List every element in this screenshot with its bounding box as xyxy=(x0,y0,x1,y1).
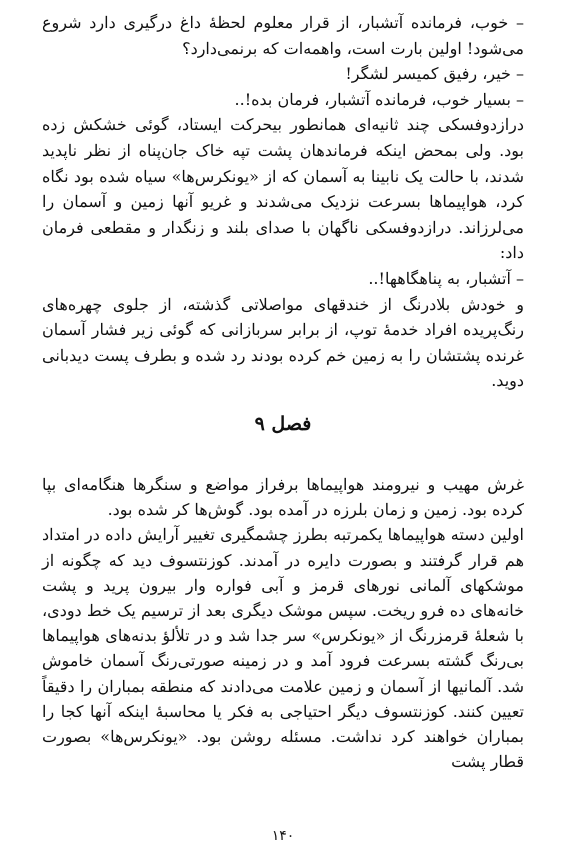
narrative-paragraph-run: و خودش بلادرنگ از خندقهای مواصلاتی گذشته، از جلوی چهره‌های رنگ‌پریده افراد خدمهٔ توپ، از برابر سربازانی که گوئی زیر فشار آسمان غرنده پشتشان را به زمین خم کرده بودند رد شده و بطرف پست دیدبانی دوید. xyxy=(42,294,524,391)
dialogue-line-question: – خوب، فرمانده آتشبار، از قرار معلوم لحظهٔ داغ درگیری دارد شروع می‌شود! اولین بارت است، واهمه‌ات که برنمی‌دارد؟ xyxy=(42,13,524,58)
dialogue-line-order: – آتشبار، به پناهگاهها!.. xyxy=(368,268,524,288)
page-number: ۱۴۰ xyxy=(271,828,295,844)
narrative-paragraph: درازدوفسکی چند ثانیه‌ای همانطور بیحرکت ایستاد، گوئی خشکش زده بود. ولی بمحض اینکه فرماندهان پشت تپه خاک جان‌پناه از نظر ناپدید شدند، با حالت یک نابینا به آسمان که از «یونکرس‌ها» سیاه شده بود نگاه کرد، هواپیماها بسرعت نزدیک می‌شدند و غریو آنها زمین و آسمان را می‌لرزاند. درازدوفسکی ناگهان با صدای بلند و زنگدار و مقطعی فرمان داد: xyxy=(42,115,524,263)
dialogue-section xyxy=(42,10,524,394)
chapter-paragraph-1: غرش مهیب و نیرومند هواپیماها برفراز مواضع و سنگرها هنگامه‌ای بپا کرده بود. زمین و زمان بلرزه در آمده بود. گوش‌ها کر شده بود. xyxy=(42,474,524,520)
chapter-paragraph-2: اولین دسته هواپیماها یکمرتبه بطرز چشمگیری تغییر آرایش داده در امتداد هم قرار گرفتند و بصورت دایره در آمدند. کوزنتسوف دید که چگونه از موشکهای آلمانی نورهای قرمز و آبی فواره وار بیرون پرید و پشت خانه‌های ده فرو ریخت. سپس موشک دیگری بعد از ترسیم یک خط دودی، با شعلهٔ قرمزرنگ از «یونکرس» سر جدا شد و در تلألؤ بدنه‌های هواپیماها بی‌رنگ گشته بسرعت فرود آمد و در زمینه صورتی‌رنگ آسمان خاموش شد. آلمانیها از آسمان و زمین علامت می‌دادند که منطقه بمباران را دقیقاً تعیین کنند. کوزنتسوف دیگر احتیاجی به فکر یا محاسبهٔ اینکه آنها کجا را بمباران خواهند کرد نداشت. مسئله روشن بود. «یونکرس‌ها» بصورت قطار پشت xyxy=(42,525,524,772)
dialogue-line-reply: – خیر، رفیق کمیسر لشگر! xyxy=(345,64,524,84)
book-page xyxy=(42,10,524,844)
chapter-title: فصل ۹ xyxy=(254,412,312,435)
chapter-body xyxy=(42,472,524,774)
dialogue-line-command: – بسیار خوب، فرمانده آتشبار، فرمان بده!.. xyxy=(234,89,524,109)
